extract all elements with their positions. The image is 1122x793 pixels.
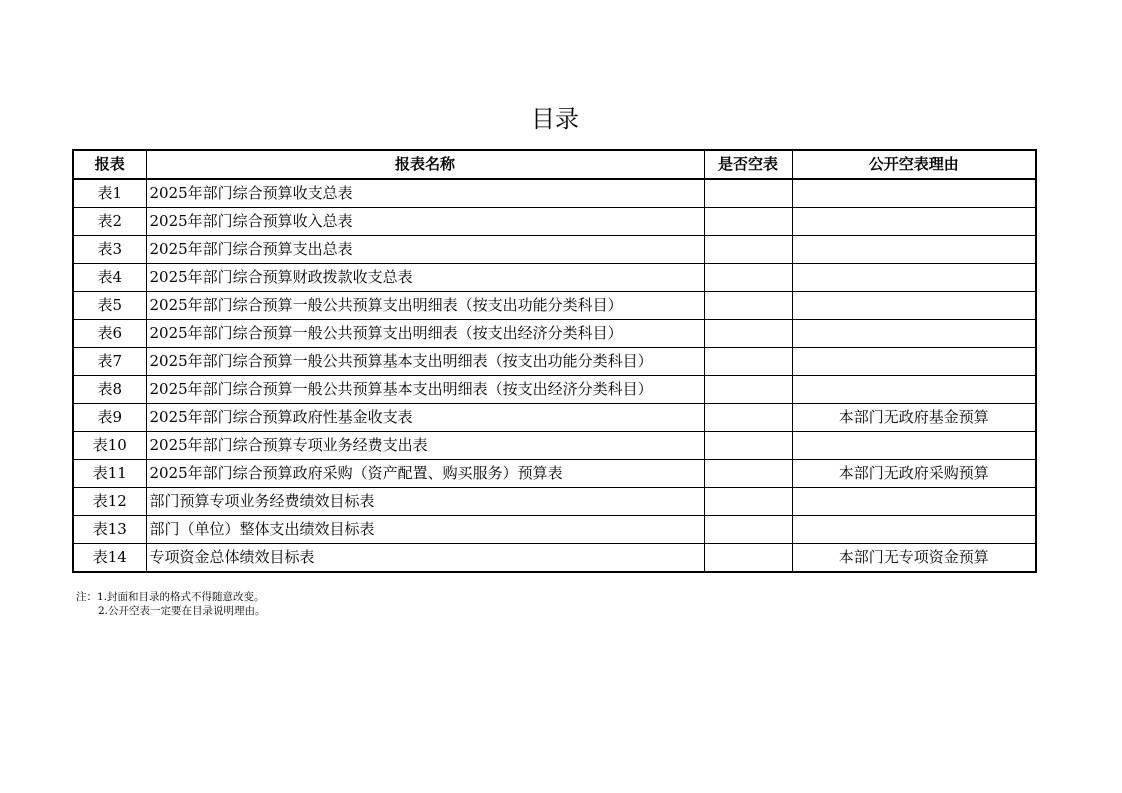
- cell-is-empty: [704, 544, 792, 573]
- table-row: [73, 320, 1036, 348]
- cell-is-empty: [704, 208, 792, 236]
- note-line-1: 注：1.封面和目录的格式不得随意改变。: [76, 591, 265, 603]
- cell-report-name: 2025年部门综合预算一般公共预算基本支出明细表（按支出经济分类科目）: [146, 376, 704, 404]
- header-report: 报表: [73, 150, 146, 179]
- cell-report-name: 2025年部门综合预算财政拨款收支总表: [146, 264, 704, 292]
- cell-report-name: 2025年部门综合预算政府采购（资产配置、购买服务）预算表: [146, 460, 704, 488]
- cell-empty-reason: [792, 516, 1036, 544]
- cell-empty-reason: [792, 264, 1036, 292]
- cell-report-name: 2025年部门综合预算一般公共预算基本支出明细表（按支出功能分类科目）: [146, 348, 704, 376]
- table-row: [73, 376, 1036, 404]
- table-row: [73, 432, 1036, 460]
- cell-report-id: 表9: [73, 404, 146, 432]
- cell-empty-reason: [792, 348, 1036, 376]
- table-row: [73, 179, 1036, 208]
- table-row: [73, 292, 1036, 320]
- cell-report-name: 专项资金总体绩效目标表: [146, 544, 704, 573]
- cell-report-id: 表4: [73, 264, 146, 292]
- cell-empty-reason: 本部门无政府基金预算: [792, 404, 1036, 432]
- cell-is-empty: [704, 432, 792, 460]
- cell-is-empty: [704, 236, 792, 264]
- cell-report-id: 表6: [73, 320, 146, 348]
- cell-is-empty: [704, 460, 792, 488]
- table-row: [73, 348, 1036, 376]
- cell-report-id: 表12: [73, 488, 146, 516]
- cell-is-empty: [704, 404, 792, 432]
- note-line-2: 2.公开空表一定要在目录说明理由。: [98, 605, 266, 617]
- cell-is-empty: [704, 179, 792, 208]
- cell-report-name: 2025年部门综合预算一般公共预算支出明细表（按支出经济分类科目）: [146, 320, 704, 348]
- table-body: [73, 179, 1036, 572]
- cell-report-id: 表11: [73, 460, 146, 488]
- table-row: [73, 208, 1036, 236]
- cell-empty-reason: [792, 376, 1036, 404]
- cell-report-id: 表2: [73, 208, 146, 236]
- cell-report-name: 2025年部门综合预算收入总表: [146, 208, 704, 236]
- cell-report-id: 表5: [73, 292, 146, 320]
- cell-report-name: 2025年部门综合预算一般公共预算支出明细表（按支出功能分类科目）: [146, 292, 704, 320]
- contents-table: [72, 149, 1037, 573]
- table-row: [73, 488, 1036, 516]
- table-row: [73, 516, 1036, 544]
- header-is-empty: 是否空表: [704, 150, 792, 179]
- cell-empty-reason: 本部门无专项资金预算: [792, 544, 1036, 573]
- cell-is-empty: [704, 488, 792, 516]
- table-row: [73, 544, 1036, 573]
- table-header-row: [73, 150, 1036, 179]
- table-row: [73, 460, 1036, 488]
- cell-is-empty: [704, 320, 792, 348]
- header-empty-reason: 公开空表理由: [792, 150, 1036, 179]
- cell-report-name: 2025年部门综合预算支出总表: [146, 236, 704, 264]
- cell-report-id: 表13: [73, 516, 146, 544]
- cell-report-name: 2025年部门综合预算收支总表: [146, 179, 704, 208]
- page-title: 目录: [531, 105, 579, 133]
- cell-report-id: 表3: [73, 236, 146, 264]
- cell-empty-reason: [792, 320, 1036, 348]
- notes: [76, 590, 266, 618]
- header-report-name: 报表名称: [146, 150, 704, 179]
- cell-report-id: 表10: [73, 432, 146, 460]
- cell-is-empty: [704, 292, 792, 320]
- cell-report-name: 部门（单位）整体支出绩效目标表: [146, 516, 704, 544]
- cell-is-empty: [704, 516, 792, 544]
- cell-empty-reason: 本部门无政府采购预算: [792, 460, 1036, 488]
- cell-report-id: 表1: [73, 179, 146, 208]
- cell-empty-reason: [792, 236, 1036, 264]
- table-row: [73, 264, 1036, 292]
- cell-empty-reason: [792, 432, 1036, 460]
- cell-report-name: 2025年部门综合预算政府性基金收支表: [146, 404, 704, 432]
- cell-report-id: 表7: [73, 348, 146, 376]
- cell-is-empty: [704, 264, 792, 292]
- cell-is-empty: [704, 348, 792, 376]
- table-row: [73, 236, 1036, 264]
- cell-empty-reason: [792, 292, 1036, 320]
- cell-empty-reason: [792, 208, 1036, 236]
- table-row: [73, 404, 1036, 432]
- cell-report-id: 表8: [73, 376, 146, 404]
- cell-empty-reason: [792, 488, 1036, 516]
- cell-report-name: 部门预算专项业务经费绩效目标表: [146, 488, 704, 516]
- cell-report-id: 表14: [73, 544, 146, 573]
- cell-empty-reason: [792, 179, 1036, 208]
- cell-report-name: 2025年部门综合预算专项业务经费支出表: [146, 432, 704, 460]
- cell-is-empty: [704, 376, 792, 404]
